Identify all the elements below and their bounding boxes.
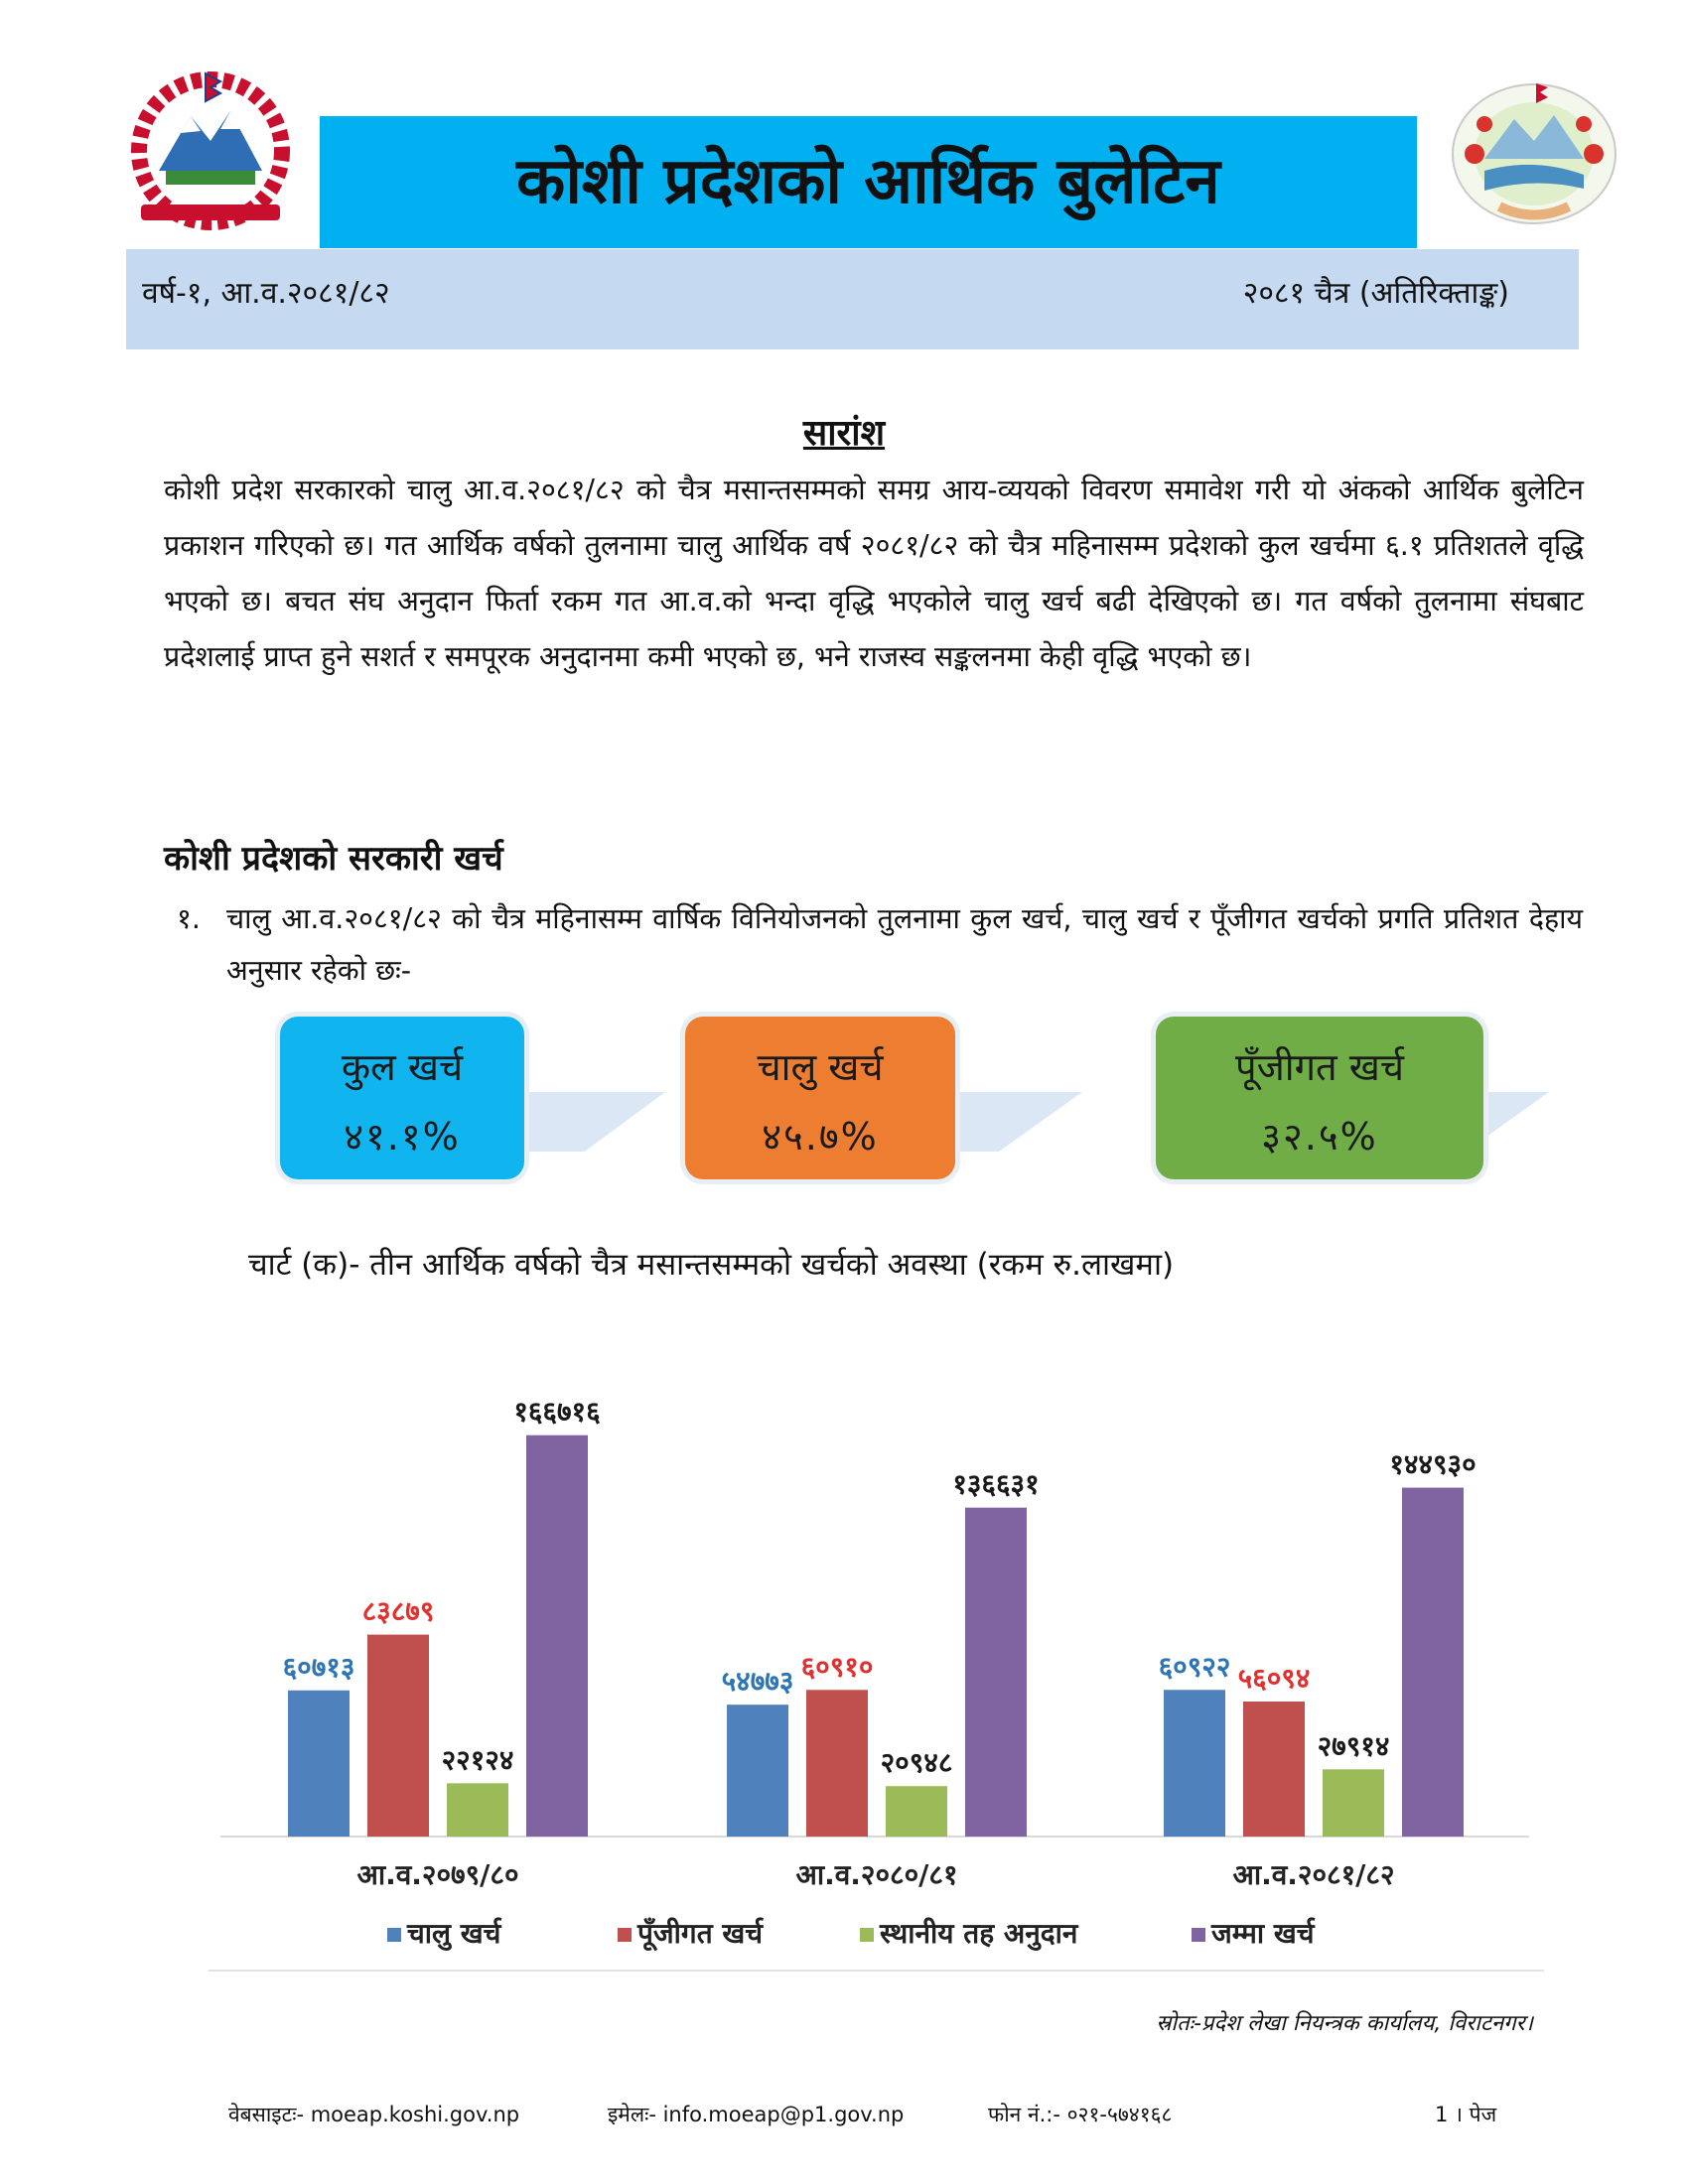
legend-label: चालु खर्च xyxy=(407,1917,501,1950)
source-note: स्रोतः-प्रदेश लेखा नियन्त्रक कार्यालय, विराटनगर। xyxy=(1156,2011,1533,2036)
kpi-current-expense xyxy=(685,1017,955,1179)
koshi-province-emblem xyxy=(1445,79,1623,228)
data-label: ८३८७९ xyxy=(361,1594,435,1628)
legend-swatch xyxy=(618,1928,632,1942)
data-label: ६०७१३ xyxy=(282,1650,355,1684)
kpi-total-expense xyxy=(280,1017,524,1179)
expense-point-1 xyxy=(177,893,1583,997)
section-heading: कोशी प्रदेशको सरकारी खर्च xyxy=(164,839,503,879)
chart-title: चार्ट (क)- तीन आर्थिक वर्षको चैत्र मसान्तसम्मको खर्चको अवस्था (रकम रु.लाखमा) xyxy=(248,1247,1175,1283)
bar xyxy=(367,1635,429,1837)
legend-label: जम्मा खर्च xyxy=(1211,1917,1315,1950)
bar xyxy=(886,1786,947,1837)
bar xyxy=(1164,1690,1225,1837)
volume-label: वर्ष-१, आ.व.२०८१/८२ xyxy=(142,276,390,311)
data-label: ५६०९४ xyxy=(1237,1661,1311,1695)
x-tick-label: आ.व.२०८१/८२ xyxy=(1232,1858,1395,1891)
bar xyxy=(727,1705,788,1837)
nepal-government-emblem xyxy=(111,71,310,230)
issue-date-label: २०८१ चैत्र (अतिरिक्ताङ्क) xyxy=(1242,276,1509,311)
data-label: १६६७१६ xyxy=(513,1395,601,1429)
kpi-label: पूँजीगत खर्च xyxy=(1235,1045,1404,1089)
data-label: २७९१४ xyxy=(1317,1729,1390,1763)
bar xyxy=(288,1691,350,1837)
footer-page-number: 1 । पेज xyxy=(1435,2103,1497,2126)
point-text: चालु आ.व.२०८१/८२ को चैत्र महिनासम्म वार्षिक विनियोजनको तुलनामा कुल खर्च, चालु खर्च र पूँजीगत खर्चको प्रगति प्रतिशत देहाय अनुसार रहेको छः- xyxy=(226,902,1583,987)
kpi-label: कुल खर्च xyxy=(341,1045,464,1089)
kpi-value: ३२.५% xyxy=(1261,1115,1378,1159)
footer-website: वेबसाइटः- moeap.koshi.gov.np xyxy=(228,2103,520,2126)
summary-paragraph: कोशी प्रदेश सरकारको चालु आ.व.२०८१/८२ को चैत्र मसान्तसम्मको समग्र आय-व्ययको विवरण समावेश गरी यो अंकको आर्थिक बुलेटिन प्रकाशन गरिएको छ। गत आर्थिक वर्षको तुलनामा चालु आर्थिक वर्ष २०८१/८२ को चैत्र महिनासम्म प्रदेशको कुल खर्चमा ६.१ प्रतिशतले वृद्धि भएको छ। बचत संघ अनुदान फिर्ता रकम गत आ.व.को भन्दा वृद्धि भएकोले चालु खर्च बढी देखिएको छ। गत वर्षको तुलनामा संघबाट प्रदेशलाई प्राप्त हुने सशर्त र समपूरक अनुदानमा कमी भएको छ, भने राजस्व सङ्कलनमा केही वृद्धि भएको छ। xyxy=(164,474,1584,673)
bar xyxy=(447,1783,508,1837)
legend-swatch xyxy=(387,1928,401,1942)
footer-phone: फोन नं.:- ०२१-५७४१६८ xyxy=(988,2103,1173,2126)
kpi-capital-expense xyxy=(1156,1017,1483,1179)
bar xyxy=(1323,1769,1384,1837)
bar xyxy=(1243,1702,1305,1837)
summary-heading: सारांश xyxy=(802,413,886,454)
footer-email: इमेलः- info.moeap@p1.gov.np xyxy=(608,2103,905,2126)
bar xyxy=(965,1508,1027,1837)
point-number: १. xyxy=(177,902,201,935)
legend-swatch xyxy=(1192,1928,1205,1942)
bulletin-title: कोशी प्रदेशको आर्थिक बुलेटिन xyxy=(516,145,1220,218)
data-label: २२१२४ xyxy=(441,1743,514,1777)
bar xyxy=(806,1690,868,1837)
x-tick-label: आ.व.२०८०/८१ xyxy=(795,1858,958,1891)
kpi-value: ४५.७% xyxy=(762,1115,879,1159)
legend-label: पूँजीगत खर्च xyxy=(637,1917,764,1950)
legend-swatch xyxy=(860,1928,874,1942)
title-banner xyxy=(320,116,1417,248)
x-tick-label: आ.व.२०७९/८० xyxy=(356,1858,519,1891)
kpi-label: चालु खर्च xyxy=(757,1045,884,1089)
data-label: २०९४८ xyxy=(880,1746,953,1780)
bar xyxy=(1402,1488,1464,1837)
issue-bar xyxy=(126,249,1579,349)
bar xyxy=(526,1435,588,1837)
data-label: १४४९३० xyxy=(1389,1447,1477,1481)
data-label: ६०९२२ xyxy=(1158,1650,1231,1684)
data-label: १३६६३१ xyxy=(952,1467,1040,1501)
expense-bar-chart xyxy=(209,1340,1549,1995)
data-label: ५४७७३ xyxy=(721,1665,794,1699)
data-label: ६०९१० xyxy=(800,1650,874,1684)
legend-label: स्थानीय तह अनुदान xyxy=(880,1917,1078,1950)
kpi-value: ४१.१% xyxy=(344,1115,461,1159)
